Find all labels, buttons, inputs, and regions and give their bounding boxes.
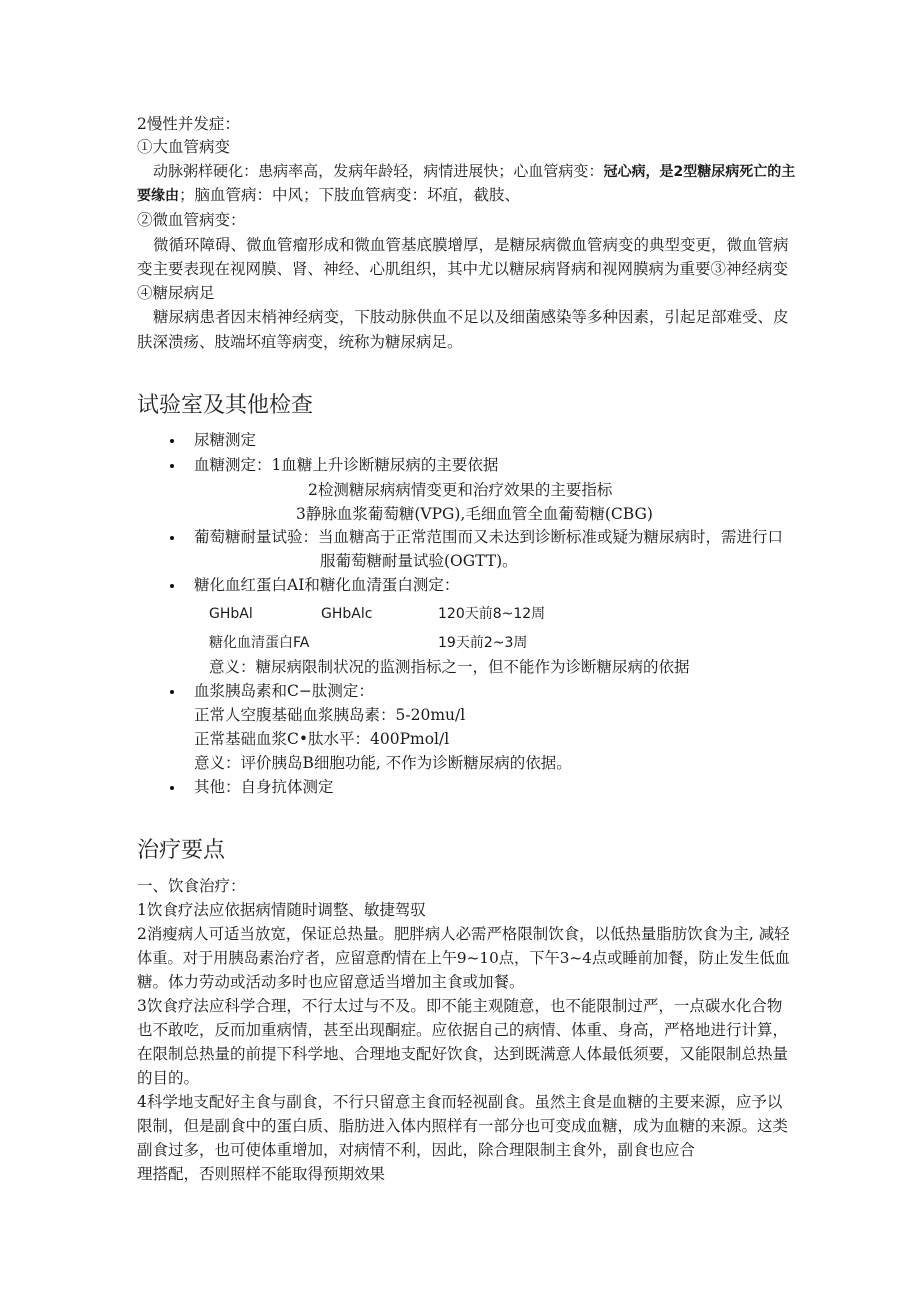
diet-p2-3: 糖。体力劳动或活动多时也应留意适当增加主食或加餐。 bbox=[137, 973, 525, 991]
lab-insulin-1: 正常人空腹基础血浆胰岛素：5-20mu∕l bbox=[194, 706, 466, 724]
diet-p3-2: 也不敢吃，反而加重病情，甚至出现酮症。应依据自己的病情、体重、身高，严格地进行计算， bbox=[137, 1021, 789, 1039]
lab-glucose-1: 1血糖上升诊断糖尿病的主要依据 bbox=[271, 456, 499, 474]
lab-ogtt-2: 服葡萄糖耐量试验(OGTT)。 bbox=[320, 552, 518, 570]
bullet-icon bbox=[170, 439, 174, 443]
diet-p3-3: 在限制总热量的前提下科学地、合理地支配好饮食，达到既满意人体最低须要，又能限制总热量 bbox=[137, 1045, 789, 1063]
lab-heading: 试验室及其他检查 bbox=[137, 393, 314, 418]
lab-other: 其他：自身抗体测定 bbox=[194, 778, 334, 796]
diet-p4-1: 4科学地支配好主食与副食，不行只留意主食而轻视副食。虽然主食是血糖的主要来源，应予以 bbox=[137, 1093, 783, 1111]
diet-title: 一、饮食治疗： bbox=[137, 877, 246, 895]
lab-ogtt-1: 葡萄糖耐量试验：当血糖高于正常范围而又未达到诊断标准或疑为糖尿病时，需进行口 bbox=[194, 528, 784, 546]
micro-title: ②微血管病变： bbox=[137, 211, 246, 229]
lab-glucose-3: 3静脉血浆葡萄糖(VPG),毛细血管全血葡萄糖(CBG) bbox=[296, 505, 653, 523]
macro-line-2 bbox=[137, 184, 520, 207]
diet-p4-3: 副食过多，也可使体重增加，对病情不利，因此，除合理限制主食外，副食也应合 bbox=[137, 1141, 696, 1159]
lab-glucose-2: 2检测糖尿病病情变更和治疗效果的主要指标 bbox=[308, 481, 613, 499]
lab-urine: 尿糖测定 bbox=[194, 431, 257, 449]
diet-p1: 1饮食疗法应依据病情随时调整、敏捷驾驭 bbox=[137, 901, 426, 919]
macro-line-1-text: 动脉粥样硬化：患病率高，发病年龄轻，病情进展快；心血管病变： bbox=[153, 162, 604, 180]
lab-glucose-label: 血糖测定： bbox=[194, 456, 272, 474]
hba-row2-col2: 19天前2~3周 bbox=[438, 635, 528, 651]
diet-p2-1: 2消瘦病人可适当放宽，保证总热量。肥胖病人必需严格限制饮食，以低热量脂肪饮食为主, 减轻 bbox=[137, 925, 790, 943]
macro-line-2-text: ；脑血管病：中风；下肢血管病变：坏疽，截肢、 bbox=[179, 186, 521, 204]
hba-row1-col3: 120天前8~12周 bbox=[438, 606, 546, 622]
hba-row2-col1: 糖化血清蛋白FA bbox=[209, 635, 310, 651]
lab-hba-title: 糖化血红蛋白AI和糖化血清蛋白测定： bbox=[194, 576, 460, 594]
macro-line-2-bold: 要缘由 bbox=[137, 188, 179, 204]
diet-p3-4: 的目的。 bbox=[137, 1069, 200, 1087]
bullet-icon bbox=[170, 584, 174, 588]
foot-title: ④糖尿病足 bbox=[137, 284, 215, 302]
treatment-heading: 治疗要点 bbox=[137, 838, 226, 863]
macro-title: ①大血管病变 bbox=[137, 138, 231, 156]
lab-insulin-meaning: 意义：评价胰岛B细胞功能, 不作为诊断糖尿病的依据。 bbox=[194, 754, 572, 772]
bullet-icon bbox=[170, 690, 174, 694]
bullet-icon bbox=[170, 464, 174, 468]
diet-p3-1: 3饮食疗法应科学合理，不行太过与不及。即不能主观随意，也不能限制过严，一点碳水化合物 bbox=[137, 997, 783, 1015]
diet-p4-2: 限制，但是副食中的蛋白质、脂肪进入体内照样有一部分也可变成血糖，成为血糖的来源。这类 bbox=[137, 1117, 789, 1135]
hba-meaning: 意义：糖尿病限制状况的监测指标之一，但不能作为诊断糖尿病的依据 bbox=[209, 658, 690, 676]
foot-line-1: 糖尿病患者因末梢神经病变，下肢动脉供血不足以及细菌感染等多种因素，引起足部难受、皮 bbox=[153, 308, 789, 326]
diet-p2-2: 体重。对于用胰岛素治疗者，应留意酌情在上午9~10点，下午3~4点或睡前加餐，防止发生低血 bbox=[137, 949, 790, 967]
bullet-icon bbox=[170, 786, 174, 790]
lab-insulin-title: 血浆胰岛素和C−肽测定： bbox=[194, 682, 374, 700]
hba-row1-col1: GHbAl bbox=[209, 606, 253, 622]
bullet-icon bbox=[170, 536, 174, 540]
diet-p4-4: 理搭配，否则照样不能取得预期效果 bbox=[137, 1165, 386, 1183]
macro-line-1-bold: 冠心病，是2型糖尿病死亡的主 bbox=[603, 164, 796, 180]
micro-line-1: 微循环障碍、微血管瘤形成和微血管基底膜增厚，是糖尿病微血管病变的典型变更，微血管病 bbox=[153, 236, 789, 254]
macro-line-1 bbox=[153, 160, 795, 183]
chronic-title: 2慢性并发症： bbox=[137, 115, 240, 133]
lab-insulin-2: 正常基础血浆C•肽水平：400Pmol∕l bbox=[194, 730, 450, 748]
foot-line-2: 肤深溃疡、肢端坏疽等病变，统称为糖尿病足。 bbox=[137, 333, 463, 351]
hba-row1-col2: GHbAlc bbox=[321, 606, 373, 622]
micro-line-2: 变主要表现在视网膜、肾、神经、心肌组织，其中尤以糖尿病肾病和视网膜病为重要③神经病变 bbox=[137, 260, 789, 278]
lab-glucose bbox=[194, 454, 498, 476]
